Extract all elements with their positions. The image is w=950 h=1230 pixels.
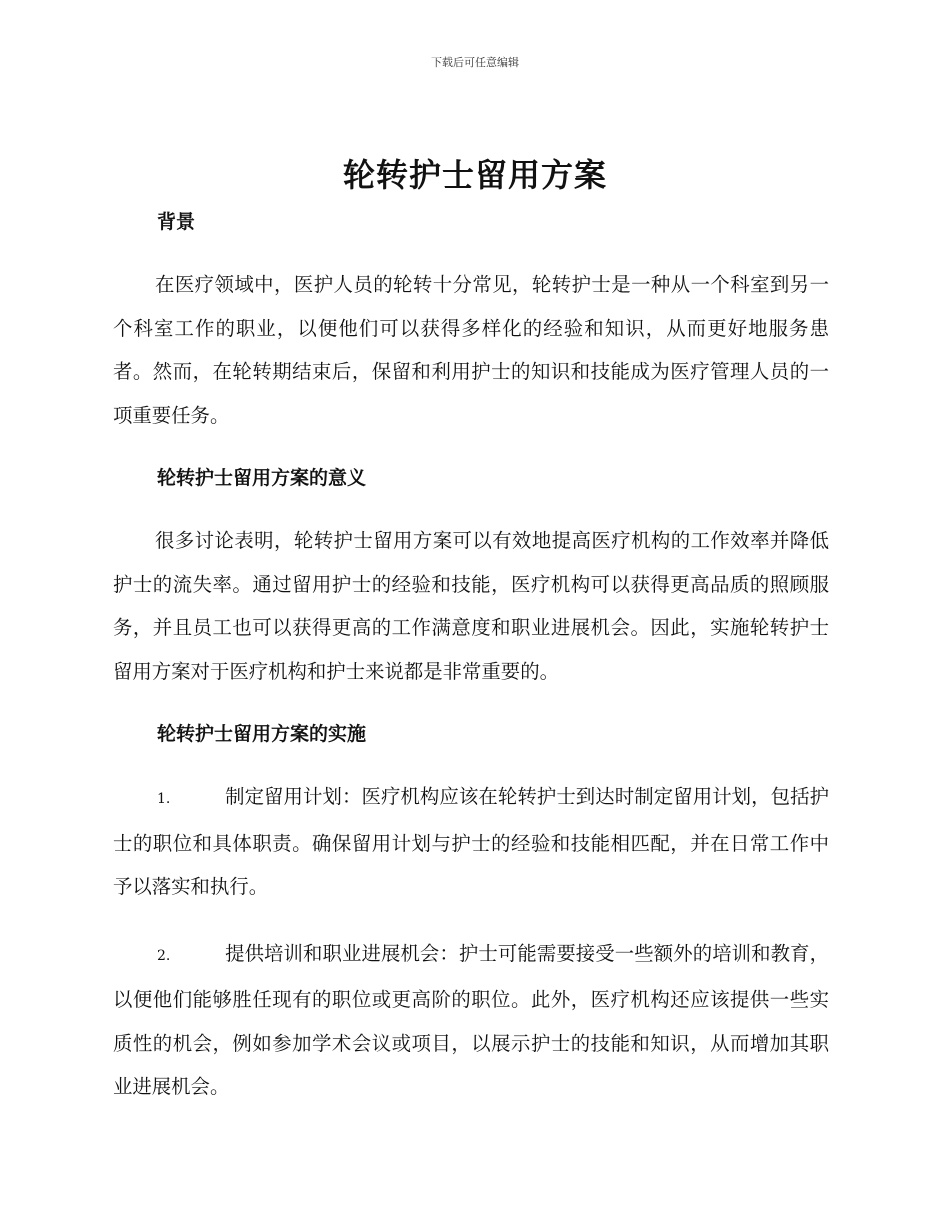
- document-body: [113, 204, 829, 1109]
- section-heading-significance: 轮转护士留用方案的意义: [157, 467, 367, 489]
- header-note: 下载后可任意编辑: [431, 56, 519, 69]
- list-item: [113, 775, 829, 909]
- document-title: 轮转护士留用方案: [342, 156, 607, 194]
- list-number: 1.: [157, 791, 171, 807]
- list-item: [113, 932, 829, 1109]
- list-item-text: 提供培训和职业进展机会：护士可能需要接受一些额外的培训和教育，以便他们能够胜任现有的职位或更高阶的职位。此外，医疗机构还应该提供一些实质性的机会，例如参加学术会议或项目，以展示护士的技能和知识，从而增加其职业进展机会。: [113, 941, 829, 1098]
- paragraph-background: 在医疗领域中，医护人员的轮转十分常见，轮转护士是一种从一个科室到另一个科室工作的职业，以便他们可以获得多样化的经验和知识，从而更好地服务患者。然而，在轮转期结束后，保留和利用护士的知识和技能成为医疗管理人员的一项重要任务。: [113, 273, 829, 427]
- list-item-text: 制定留用计划：医疗机构应该在轮转护士到达时制定留用计划，包括护士的职位和具体职责。确保留用计划与护士的经验和技能相匹配，并在日常工作中予以落实和执行。: [113, 785, 829, 898]
- section-heading-background: 背景: [157, 211, 196, 233]
- list-number: 2.: [157, 947, 171, 964]
- paragraph-significance: 很多讨论表明，轮转护士留用方案可以有效地提高医疗机构的工作效率并降低护士的流失率。通过留用护士的经验和技能，医疗机构可以获得更高品质的照顾服务，并且员工也可以获得更高的工作满意度和职业进展机会。因此，实施轮转护士留用方案对于医疗机构和护士来说都是非常重要的。: [113, 529, 829, 683]
- section-heading-implementation: 轮转护士留用方案的实施: [157, 723, 367, 745]
